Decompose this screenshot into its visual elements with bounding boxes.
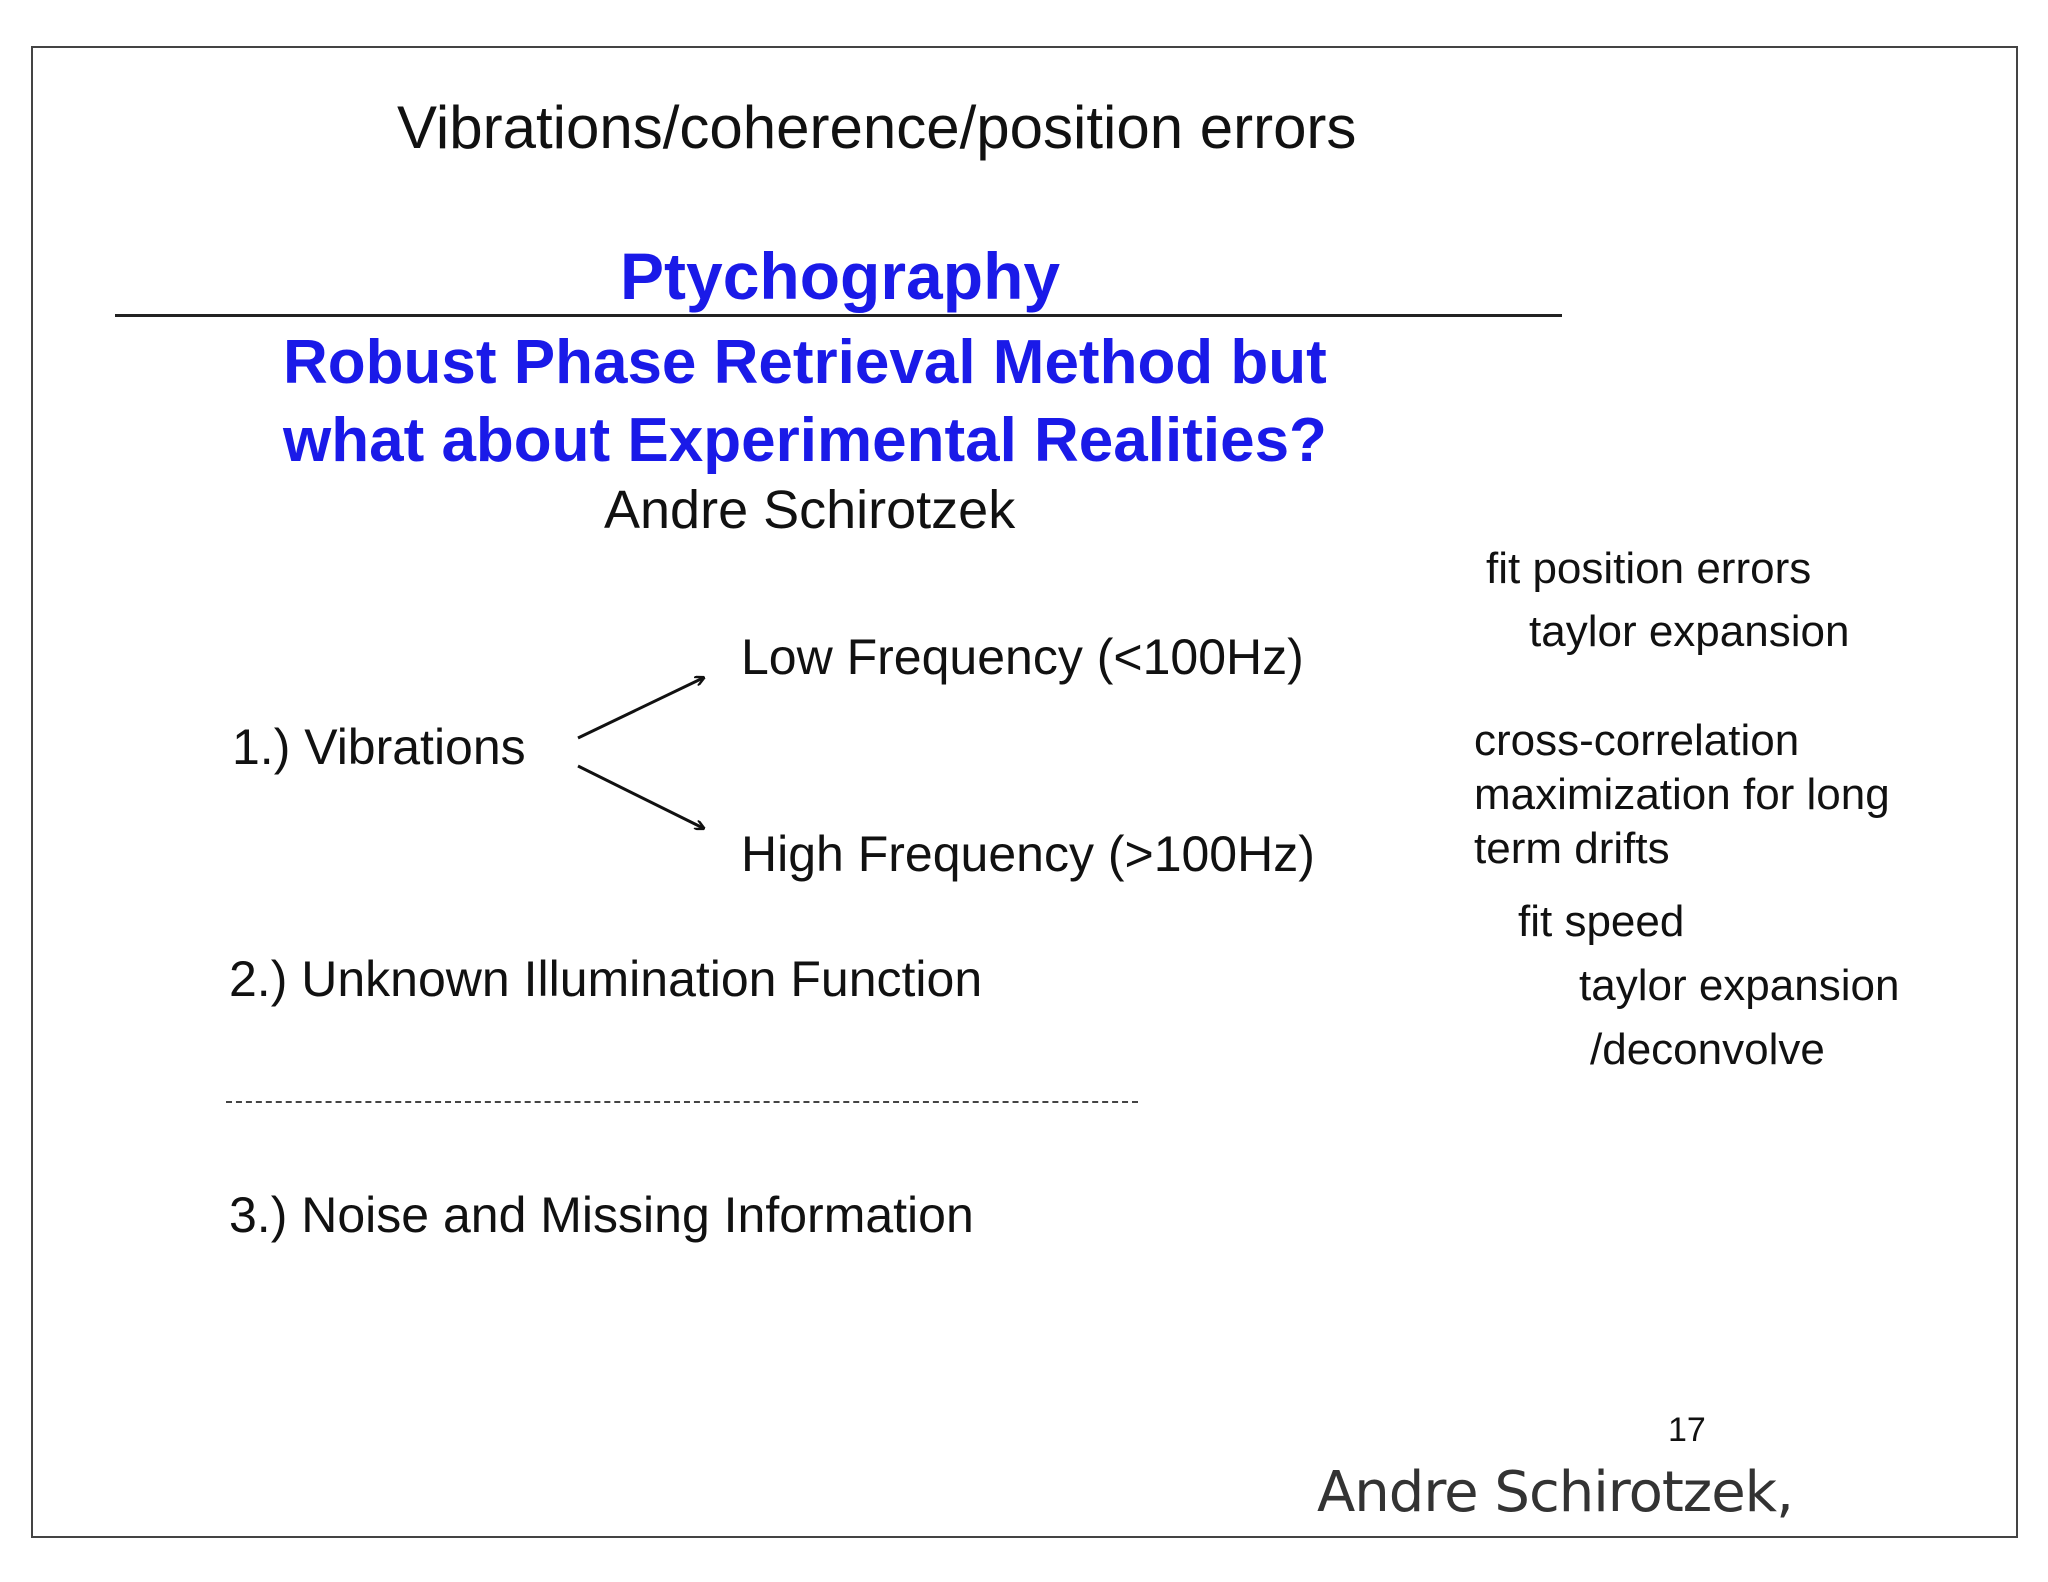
note-deconvolve: /deconvolve <box>1590 1025 1825 1074</box>
note-cross-correlation-line-1: cross-correlation <box>1474 716 1800 765</box>
item-vibrations: 1.) Vibrations <box>232 719 526 775</box>
note-fit-position: fit position errors <box>1486 544 1812 593</box>
arrow-to-high-frequency-icon <box>578 766 703 828</box>
talk-heading: Ptychography <box>620 239 1061 313</box>
page-number: 17 <box>1668 1411 1706 1449</box>
high-frequency-label: High Frequency (>100Hz) <box>741 826 1315 882</box>
note-cross-correlation-line-2: maximization for long <box>1474 770 1890 819</box>
note-fit-speed: fit speed <box>1518 897 1685 946</box>
low-frequency-label: Low Frequency (<100Hz) <box>741 629 1304 685</box>
note-cross-correlation <box>1474 714 1890 876</box>
arrow-to-low-frequency-icon <box>578 678 703 738</box>
dashed-divider <box>226 1101 1138 1103</box>
author-name: Andre Schirotzek <box>604 480 1016 540</box>
branch-arrows <box>570 660 720 840</box>
note-cross-correlation-line-3: term drifts <box>1474 824 1670 873</box>
item-noise: 3.) Noise and Missing Information <box>229 1187 974 1243</box>
header-divider <box>115 314 1562 317</box>
author-signature: Andre Schirotzek, <box>1317 1460 1793 1525</box>
note-taylor-expansion-2: taylor expansion <box>1579 961 1900 1010</box>
subtitle-line-2: what about Experimental Realities? <box>283 406 1327 475</box>
subtitle-line-1: Robust Phase Retrieval Method but <box>283 328 1327 397</box>
talk-subtitle <box>283 324 1327 480</box>
note-taylor-expansion-1: taylor expansion <box>1529 607 1850 656</box>
section-title: Vibrations/coherence/position errors <box>397 94 1357 161</box>
item-illumination: 2.) Unknown Illumination Function <box>229 951 983 1007</box>
